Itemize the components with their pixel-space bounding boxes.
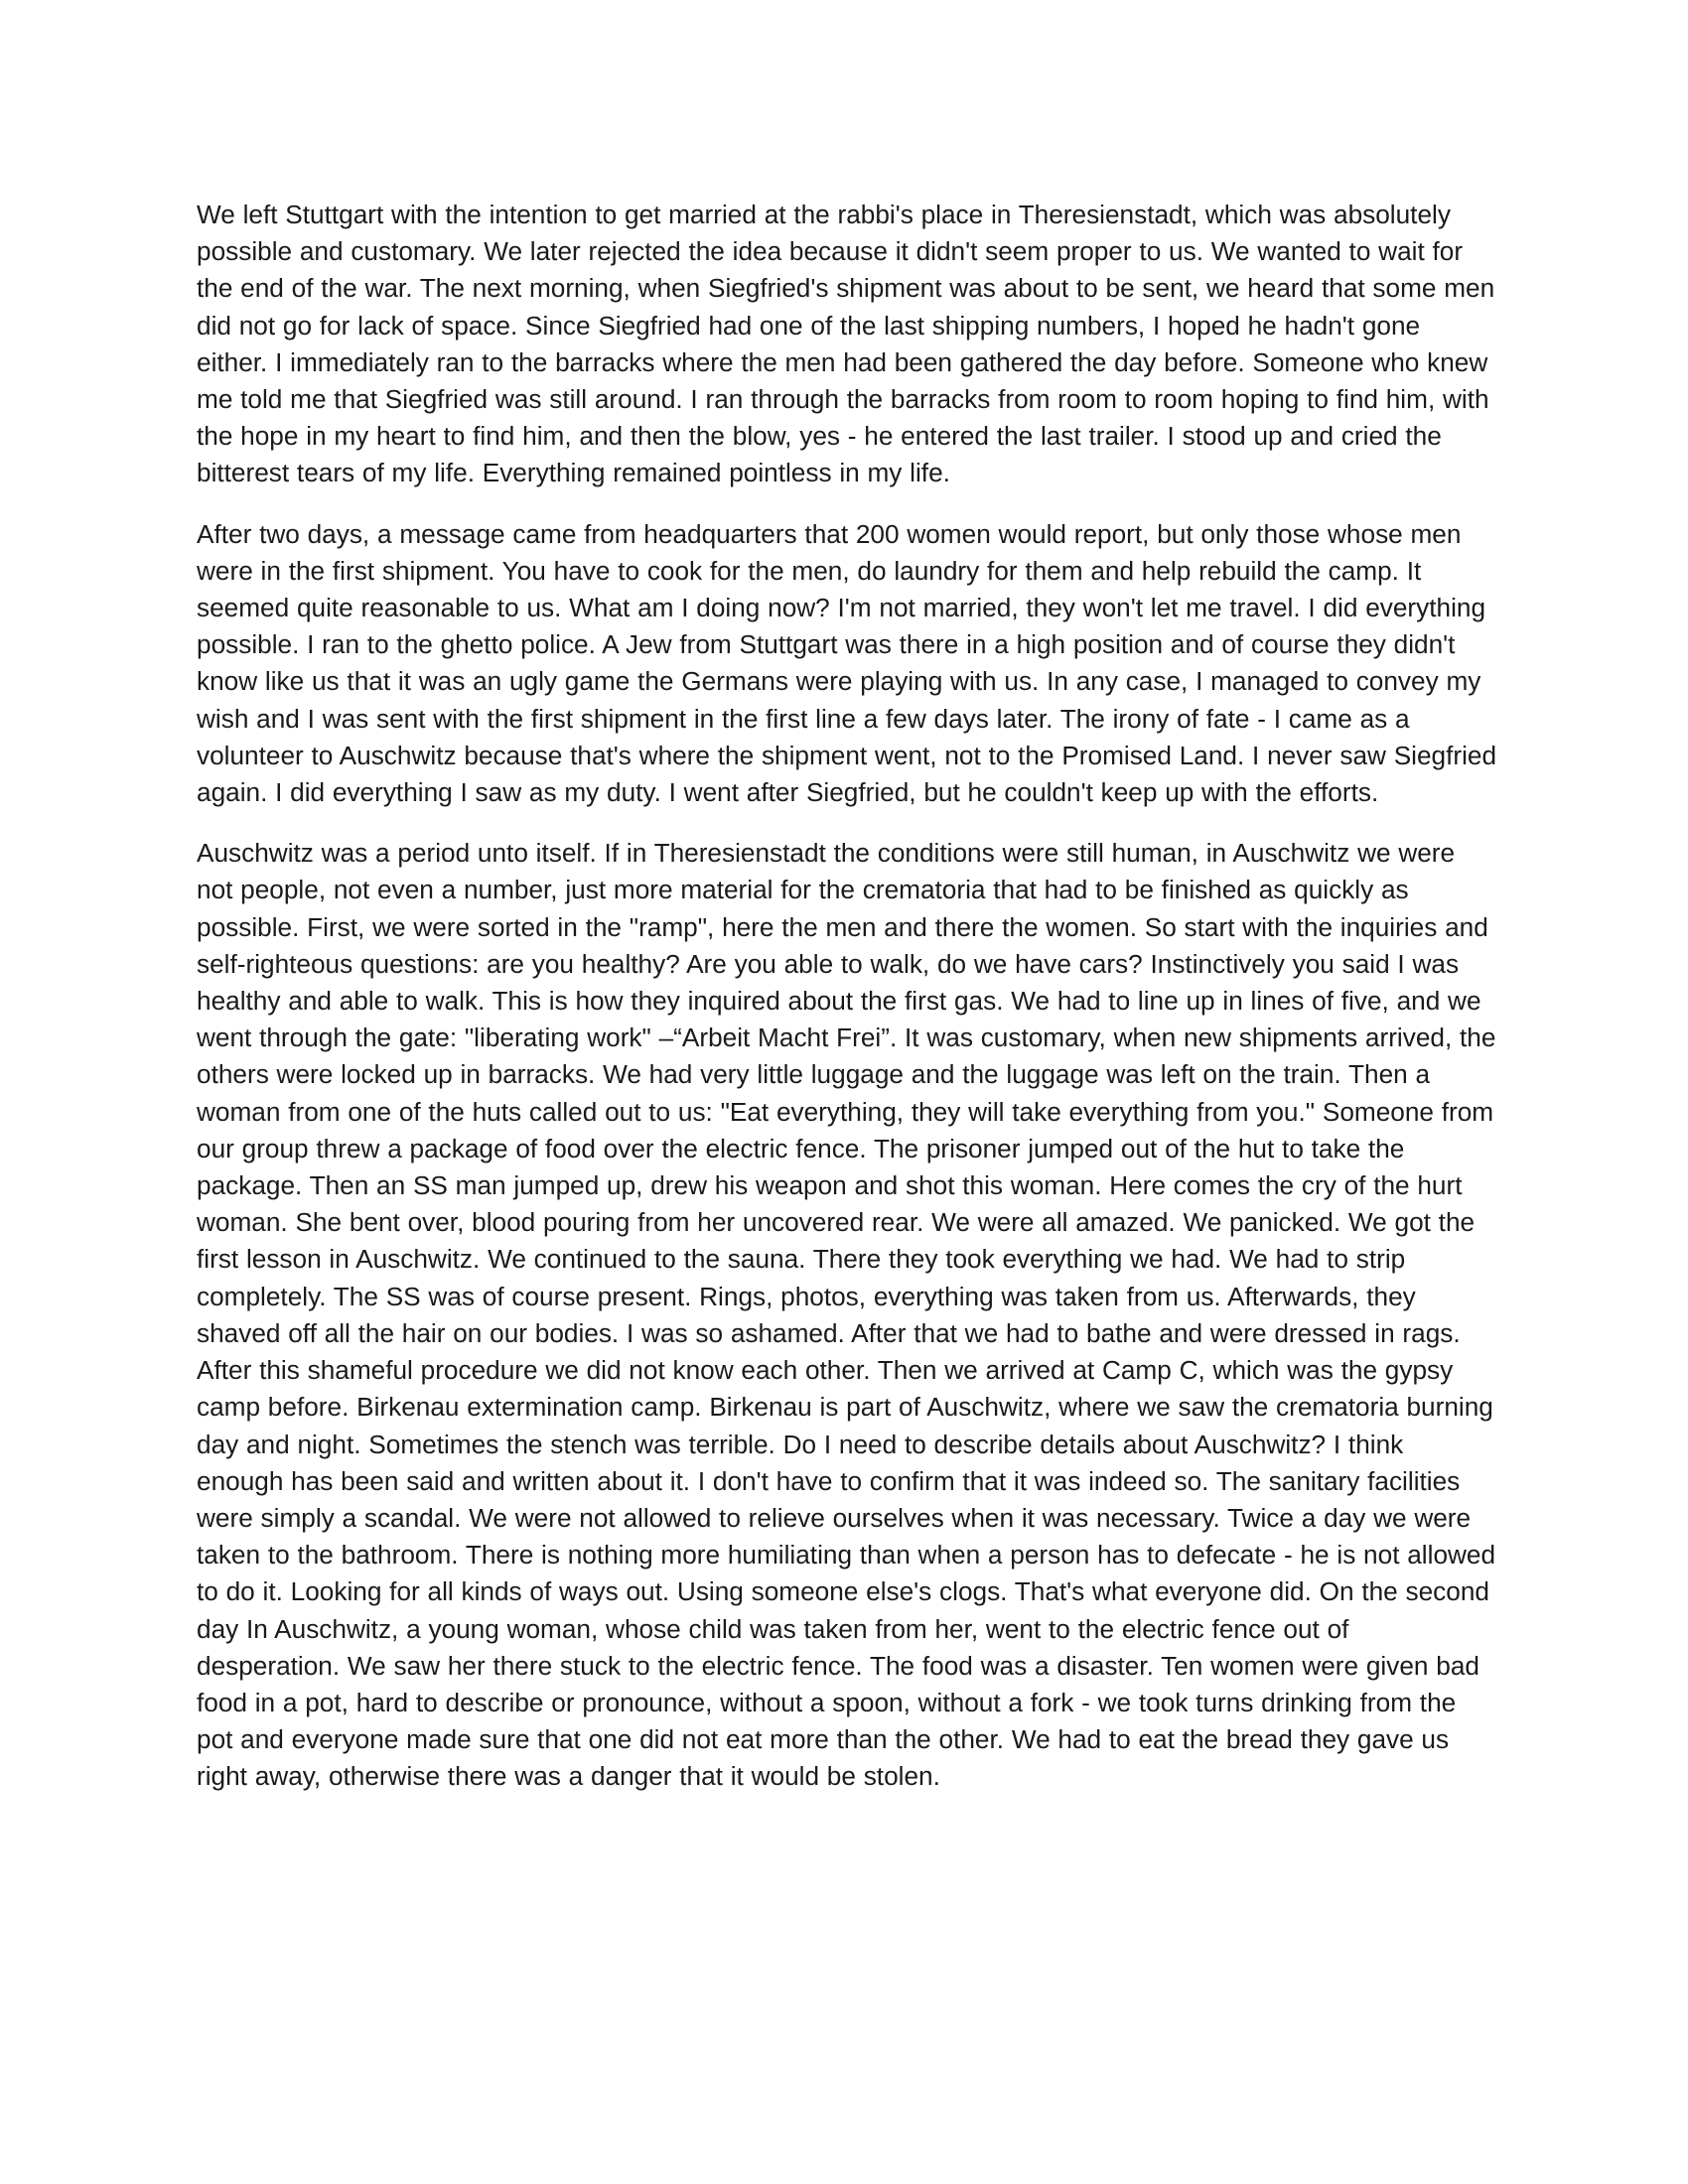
document-page xyxy=(197,197,1497,1820)
paragraph-2: After two days, a message came from headquarters that 200 women would report, but only those whose men were in the first shipment. You have to cook for the men, do laundry for them and help rebuild the camp. It seemed quite reasonable to us. What am I doing now? I'm not married, they won't let me travel. I did everything possible. I ran to the ghetto police. A Jew from Stuttgart was there in a high position and of course they didn't know like us that it was an ugly game the Germans were playing with us. In any case, I managed to convey my wish and I was sent with the first shipment in the first line a few days later. The irony of fate - I came as a volunteer to Auschwitz because that's where the shipment went, not to the Promised Land. I never saw Siegfried again. I did everything I saw as my duty. I went after Siegfried, but he couldn't keep up with the efforts. xyxy=(197,518,1497,808)
paragraph-1: We left Stuttgart with the intention to get married at the rabbi's place in Theresienstadt, which was absolutely possible and customary. We later rejected the idea because it didn't seem proper to us. We wanted to wait for the end of the war. The next morning, when Siegfried's shipment was about to be sent, we heard that some men did not go for lack of space. Since Siegfried had one of the last shipping numbers, I hoped he hadn't gone either. I immediately ran to the barracks where the men had been gathered the day before. Someone who knew me told me that Siegfried was still around. I ran through the barracks from room to room hoping to find him, with the hope in my heart to find him, and then the blow, yes - he entered the last trailer. I stood up and cried the bitterest tears of my life. Everything remained pointless in my life. xyxy=(197,200,1495,488)
paragraph-3: Auschwitz was a period unto itself. If in Theresienstadt the conditions were still human, in Auschwitz we were not people, not even a number, just more material for the crematoria that had to be finished as quickly as possible. First, we were sorted in the "ramp", here the men and there the women. So start with the inquiries and self-righteous questions: are you healthy? Are you able to walk, do we have cars? Instinctively you said I was healthy and able to walk. This is how they inquired about the first gas. We had to line up in lines of five, and we went through the gate: "liberating work" –“Arbeit Macht Frei”. It was customary, when new shipments arrived, the others were locked up in barracks. We had very little luggage and the luggage was left on the train. Then a woman from one of the huts called out to us: "Eat everything, they will take everything from you." Someone from our group threw a package of food over the electric fence. The prisoner jumped out of the hut to take the package. Then an SS man jumped up, drew his weapon and shot this woman. Here comes the cry of the hurt woman. She bent over, blood pouring from her uncovered rear. We were all amazed. We panicked. We got the first lesson in Auschwitz. We continued to the sauna. There they took everything we had. We had to strip completely. The SS was of course present. Rings, photos, everything was taken from us. Afterwards, they shaved off all the hair on our bodies. I was so ashamed. After that we had to bathe and were dressed in rags. After this shameful procedure we did not know each other. Then we arrived at Camp C, which was the gypsy camp before. Birkenau extermination camp. Birkenau is part of Auschwitz, where we saw the crematoria burning day and night. Sometimes the stench was terrible. Do I need to describe details about Auschwitz? I think enough has been said and written about it. I don't have to confirm that it was indeed so. The sanitary facilities were simply a scandal. We were not allowed to relieve ourselves when it was necessary. Twice a day we were taken to the bathroom. There is nothing more humiliating than when a person has to defecate - he is not allowed to do it. Looking for all kinds of ways out. Using someone else's clogs. That's what everyone did. On the second day In Auschwitz, a young woman, whose child was taken from her, went to the electric fence out of desperation. We saw her there stuck to the electric fence. The food was a disaster. Ten women were given bad food in a pot, hard to describe or pronounce, without a spoon, without a fork - we took turns drinking from the pot and everyone made sure that one did not eat more than the other. We had to eat the bread they gave us right away, otherwise there was a danger that it would be stolen. xyxy=(197,838,1496,1792)
